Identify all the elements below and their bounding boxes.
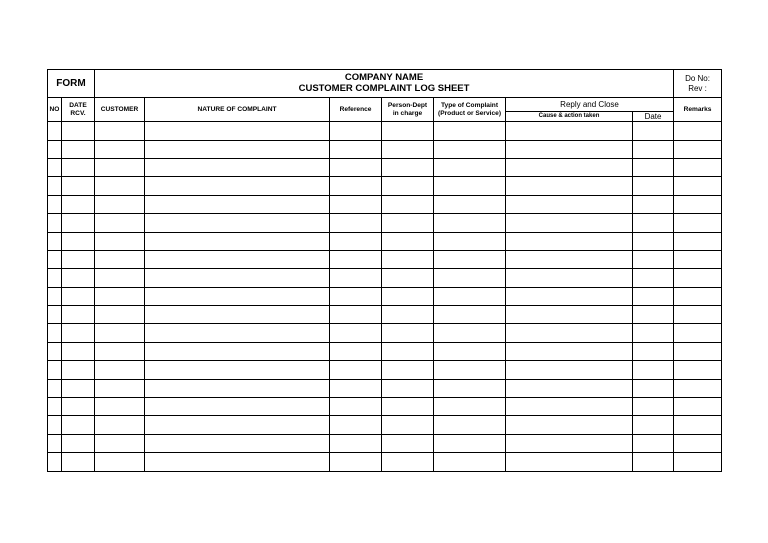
cell-type[interactable] bbox=[434, 177, 506, 195]
sheet-title: CUSTOMER COMPLAINT LOG SHEET bbox=[298, 82, 470, 94]
cell-customer[interactable] bbox=[95, 306, 145, 324]
cell-type[interactable] bbox=[434, 306, 506, 324]
cell-no[interactable] bbox=[48, 158, 62, 176]
col-header-no: NO bbox=[48, 98, 62, 122]
cell-remarks[interactable] bbox=[674, 306, 722, 324]
cell-remarks[interactable] bbox=[674, 195, 722, 213]
cell-remarks[interactable] bbox=[674, 269, 722, 287]
cell-date-received[interactable] bbox=[62, 416, 95, 434]
cell-remarks[interactable] bbox=[674, 232, 722, 250]
cell-no[interactable] bbox=[48, 140, 62, 158]
cell-type[interactable] bbox=[434, 140, 506, 158]
cell-remarks[interactable] bbox=[674, 398, 722, 416]
cell-cause[interactable] bbox=[506, 287, 633, 305]
cell-person[interactable] bbox=[382, 122, 434, 140]
cell-date-received[interactable] bbox=[62, 269, 95, 287]
form-label: FORM bbox=[48, 70, 95, 98]
cell-cause[interactable] bbox=[506, 140, 633, 158]
table-row bbox=[48, 158, 722, 176]
cell-reply-date[interactable] bbox=[633, 306, 674, 324]
col-header-date-line1: DATE bbox=[69, 102, 87, 110]
cell-reply-date[interactable] bbox=[633, 140, 674, 158]
cell-cause[interactable] bbox=[506, 214, 633, 232]
cell-nature[interactable] bbox=[145, 195, 330, 213]
cell-person[interactable] bbox=[382, 453, 434, 471]
cell-person[interactable] bbox=[382, 250, 434, 268]
rev-label: Rev : bbox=[688, 83, 707, 93]
table-row bbox=[48, 416, 722, 434]
cell-reference[interactable] bbox=[330, 287, 382, 305]
cell-reference[interactable] bbox=[330, 250, 382, 268]
cell-nature[interactable] bbox=[145, 122, 330, 140]
cell-type[interactable] bbox=[434, 195, 506, 213]
table-row bbox=[48, 361, 722, 379]
cell-type[interactable] bbox=[434, 122, 506, 140]
table-row bbox=[48, 177, 722, 195]
cell-reference[interactable] bbox=[330, 306, 382, 324]
cell-person[interactable] bbox=[382, 158, 434, 176]
table-row bbox=[48, 214, 722, 232]
cell-type[interactable] bbox=[434, 416, 506, 434]
cell-no[interactable] bbox=[48, 232, 62, 250]
cell-reply-date[interactable] bbox=[633, 232, 674, 250]
cell-remarks[interactable] bbox=[674, 361, 722, 379]
cell-cause[interactable] bbox=[506, 361, 633, 379]
cell-type[interactable] bbox=[434, 398, 506, 416]
complaint-log-table bbox=[47, 69, 722, 472]
cell-person[interactable] bbox=[382, 195, 434, 213]
cell-date-received[interactable] bbox=[62, 434, 95, 452]
cell-reference[interactable] bbox=[330, 232, 382, 250]
cell-person[interactable] bbox=[382, 232, 434, 250]
cell-person[interactable] bbox=[382, 324, 434, 342]
cell-nature[interactable] bbox=[145, 140, 330, 158]
cell-reply-date[interactable] bbox=[633, 158, 674, 176]
cell-no[interactable] bbox=[48, 342, 62, 360]
cell-remarks[interactable] bbox=[674, 342, 722, 360]
cell-reference[interactable] bbox=[330, 195, 382, 213]
cell-reference[interactable] bbox=[330, 379, 382, 397]
cell-reply-date[interactable] bbox=[633, 177, 674, 195]
cell-person[interactable] bbox=[382, 214, 434, 232]
doc-info bbox=[674, 70, 722, 98]
cell-reply-date[interactable] bbox=[633, 453, 674, 471]
cell-remarks[interactable] bbox=[674, 214, 722, 232]
cell-reply-date[interactable] bbox=[633, 122, 674, 140]
cell-date-received[interactable] bbox=[62, 122, 95, 140]
col-header-date-line2: RCV. bbox=[70, 109, 86, 117]
cell-no[interactable] bbox=[48, 398, 62, 416]
cell-cause[interactable] bbox=[506, 250, 633, 268]
cell-type[interactable] bbox=[434, 287, 506, 305]
cell-customer[interactable] bbox=[95, 269, 145, 287]
cell-cause[interactable] bbox=[506, 434, 633, 452]
col-header-date-received bbox=[62, 98, 95, 122]
cell-person[interactable] bbox=[382, 434, 434, 452]
cell-date-received[interactable] bbox=[62, 140, 95, 158]
cell-customer[interactable] bbox=[95, 287, 145, 305]
form-header-row bbox=[48, 70, 722, 98]
cell-cause[interactable] bbox=[506, 453, 633, 471]
cell-type[interactable] bbox=[434, 361, 506, 379]
cell-nature[interactable] bbox=[145, 324, 330, 342]
cell-date-received[interactable] bbox=[62, 177, 95, 195]
cell-cause[interactable] bbox=[506, 398, 633, 416]
cell-customer[interactable] bbox=[95, 379, 145, 397]
cell-remarks[interactable] bbox=[674, 122, 722, 140]
cell-cause[interactable] bbox=[506, 379, 633, 397]
cell-date-received[interactable] bbox=[62, 398, 95, 416]
cell-reply-date[interactable] bbox=[633, 250, 674, 268]
cell-cause[interactable] bbox=[506, 342, 633, 360]
cell-no[interactable] bbox=[48, 122, 62, 140]
cell-cause[interactable] bbox=[506, 122, 633, 140]
table-row bbox=[48, 398, 722, 416]
cell-no[interactable] bbox=[48, 250, 62, 268]
cell-no[interactable] bbox=[48, 379, 62, 397]
cell-type[interactable] bbox=[434, 232, 506, 250]
cell-reference[interactable] bbox=[330, 434, 382, 452]
cell-date-received[interactable] bbox=[62, 361, 95, 379]
cell-customer[interactable] bbox=[95, 342, 145, 360]
column-header-row bbox=[48, 98, 722, 112]
cell-customer[interactable] bbox=[95, 250, 145, 268]
cell-reply-date[interactable] bbox=[633, 287, 674, 305]
cell-cause[interactable] bbox=[506, 232, 633, 250]
cell-reference[interactable] bbox=[330, 177, 382, 195]
cell-reply-date[interactable] bbox=[633, 324, 674, 342]
cell-remarks[interactable] bbox=[674, 434, 722, 452]
cell-no[interactable] bbox=[48, 324, 62, 342]
cell-date-received[interactable] bbox=[62, 250, 95, 268]
cell-date-received[interactable] bbox=[62, 324, 95, 342]
cell-type[interactable] bbox=[434, 453, 506, 471]
table-row bbox=[48, 250, 722, 268]
cell-customer[interactable] bbox=[95, 122, 145, 140]
cell-cause[interactable] bbox=[506, 195, 633, 213]
cell-reply-date[interactable] bbox=[633, 361, 674, 379]
cell-cause[interactable] bbox=[506, 324, 633, 342]
cell-remarks[interactable] bbox=[674, 379, 722, 397]
cell-nature[interactable] bbox=[145, 434, 330, 452]
cell-reply-date[interactable] bbox=[633, 342, 674, 360]
cell-remarks[interactable] bbox=[674, 324, 722, 342]
cell-nature[interactable] bbox=[145, 214, 330, 232]
cell-date-received[interactable] bbox=[62, 287, 95, 305]
cell-type[interactable] bbox=[434, 379, 506, 397]
col-header-nature: NATURE OF COMPLAINT bbox=[145, 98, 330, 122]
cell-person[interactable] bbox=[382, 342, 434, 360]
cell-type[interactable] bbox=[434, 250, 506, 268]
cell-person[interactable] bbox=[382, 416, 434, 434]
table-row bbox=[48, 434, 722, 452]
col-header-reply-group: Reply and Close bbox=[506, 98, 674, 112]
cell-reply-date[interactable] bbox=[633, 195, 674, 213]
cell-date-received[interactable] bbox=[62, 453, 95, 471]
cell-reference[interactable] bbox=[330, 269, 382, 287]
cell-nature[interactable] bbox=[145, 361, 330, 379]
cell-remarks[interactable] bbox=[674, 158, 722, 176]
table-row bbox=[48, 195, 722, 213]
cell-reference[interactable] bbox=[330, 416, 382, 434]
cell-remarks[interactable] bbox=[674, 453, 722, 471]
doc-no-label: Do No: bbox=[685, 74, 710, 84]
cell-no[interactable] bbox=[48, 195, 62, 213]
cell-no[interactable] bbox=[48, 434, 62, 452]
cell-customer[interactable] bbox=[95, 434, 145, 452]
cell-nature[interactable] bbox=[145, 269, 330, 287]
cell-no[interactable] bbox=[48, 177, 62, 195]
cell-type[interactable] bbox=[434, 158, 506, 176]
cell-date-received[interactable] bbox=[62, 214, 95, 232]
cell-person[interactable] bbox=[382, 398, 434, 416]
table-row bbox=[48, 379, 722, 397]
table-row bbox=[48, 122, 722, 140]
cell-cause[interactable] bbox=[506, 158, 633, 176]
cell-date-received[interactable] bbox=[62, 195, 95, 213]
cell-nature[interactable] bbox=[145, 416, 330, 434]
cell-nature[interactable] bbox=[145, 250, 330, 268]
cell-cause[interactable] bbox=[506, 306, 633, 324]
cell-type[interactable] bbox=[434, 434, 506, 452]
cell-reference[interactable] bbox=[330, 324, 382, 342]
cell-no[interactable] bbox=[48, 214, 62, 232]
cell-date-received[interactable] bbox=[62, 379, 95, 397]
cell-customer[interactable] bbox=[95, 232, 145, 250]
cell-nature[interactable] bbox=[145, 342, 330, 360]
cell-reference[interactable] bbox=[330, 140, 382, 158]
cell-type[interactable] bbox=[434, 269, 506, 287]
cell-nature[interactable] bbox=[145, 379, 330, 397]
cell-cause[interactable] bbox=[506, 416, 633, 434]
cell-reply-date[interactable] bbox=[633, 379, 674, 397]
cell-reference[interactable] bbox=[330, 361, 382, 379]
cell-customer[interactable] bbox=[95, 361, 145, 379]
cell-reference[interactable] bbox=[330, 453, 382, 471]
cell-nature[interactable] bbox=[145, 177, 330, 195]
col-header-person-line1: Person-Dept bbox=[387, 102, 428, 110]
cell-no[interactable] bbox=[48, 361, 62, 379]
cell-date-received[interactable] bbox=[62, 342, 95, 360]
cell-nature[interactable] bbox=[145, 232, 330, 250]
col-header-reference: Reference bbox=[330, 98, 382, 122]
cell-person[interactable] bbox=[382, 379, 434, 397]
cell-customer[interactable] bbox=[95, 177, 145, 195]
cell-reply-date[interactable] bbox=[633, 269, 674, 287]
col-header-type-line2: (Product or Service) bbox=[438, 109, 502, 117]
cell-date-received[interactable] bbox=[62, 306, 95, 324]
cell-nature[interactable] bbox=[145, 453, 330, 471]
cell-reply-date[interactable] bbox=[633, 434, 674, 452]
cell-reference[interactable] bbox=[330, 214, 382, 232]
cell-cause[interactable] bbox=[506, 269, 633, 287]
cell-cause[interactable] bbox=[506, 177, 633, 195]
table-row bbox=[48, 287, 722, 305]
cell-nature[interactable] bbox=[145, 287, 330, 305]
cell-person[interactable] bbox=[382, 287, 434, 305]
cell-nature[interactable] bbox=[145, 306, 330, 324]
cell-no[interactable] bbox=[48, 287, 62, 305]
cell-remarks[interactable] bbox=[674, 250, 722, 268]
cell-remarks[interactable] bbox=[674, 416, 722, 434]
cell-person[interactable] bbox=[382, 361, 434, 379]
cell-reference[interactable] bbox=[330, 158, 382, 176]
cell-reply-date[interactable] bbox=[633, 416, 674, 434]
cell-person[interactable] bbox=[382, 177, 434, 195]
col-header-person-line2: in charge bbox=[392, 109, 423, 117]
cell-customer[interactable] bbox=[95, 416, 145, 434]
cell-person[interactable] bbox=[382, 269, 434, 287]
table-row bbox=[48, 232, 722, 250]
company-name: COMPANY NAME bbox=[344, 71, 424, 83]
col-header-customer: CUSTOMER bbox=[95, 98, 145, 122]
cell-customer[interactable] bbox=[95, 158, 145, 176]
table-row bbox=[48, 453, 722, 471]
col-header-type bbox=[434, 98, 506, 122]
cell-no[interactable] bbox=[48, 306, 62, 324]
cell-customer[interactable] bbox=[95, 453, 145, 471]
col-header-cause: Cause & action taken bbox=[506, 112, 633, 122]
cell-no[interactable] bbox=[48, 416, 62, 434]
col-header-reply-date: Date bbox=[633, 112, 674, 122]
cell-date-received[interactable] bbox=[62, 158, 95, 176]
cell-reference[interactable] bbox=[330, 122, 382, 140]
cell-customer[interactable] bbox=[95, 140, 145, 158]
cell-type[interactable] bbox=[434, 342, 506, 360]
cell-nature[interactable] bbox=[145, 398, 330, 416]
cell-no[interactable] bbox=[48, 453, 62, 471]
table-row bbox=[48, 269, 722, 287]
cell-remarks[interactable] bbox=[674, 140, 722, 158]
table-row bbox=[48, 342, 722, 360]
cell-remarks[interactable] bbox=[674, 177, 722, 195]
cell-reference[interactable] bbox=[330, 398, 382, 416]
cell-customer[interactable] bbox=[95, 324, 145, 342]
cell-customer[interactable] bbox=[95, 195, 145, 213]
cell-person[interactable] bbox=[382, 306, 434, 324]
table-row bbox=[48, 324, 722, 342]
col-header-type-line1: Type of Complaint bbox=[441, 102, 499, 110]
cell-date-received[interactable] bbox=[62, 232, 95, 250]
cell-reply-date[interactable] bbox=[633, 398, 674, 416]
cell-type[interactable] bbox=[434, 324, 506, 342]
cell-type[interactable] bbox=[434, 214, 506, 232]
title-block bbox=[95, 70, 674, 98]
col-header-person bbox=[382, 98, 434, 122]
col-header-remarks: Remarks bbox=[674, 98, 722, 122]
table-row bbox=[48, 140, 722, 158]
cell-nature[interactable] bbox=[145, 158, 330, 176]
cell-customer[interactable] bbox=[95, 214, 145, 232]
cell-reference[interactable] bbox=[330, 342, 382, 360]
cell-remarks[interactable] bbox=[674, 287, 722, 305]
cell-no[interactable] bbox=[48, 269, 62, 287]
cell-person[interactable] bbox=[382, 140, 434, 158]
cell-customer[interactable] bbox=[95, 398, 145, 416]
cell-reply-date[interactable] bbox=[633, 214, 674, 232]
table-row bbox=[48, 306, 722, 324]
